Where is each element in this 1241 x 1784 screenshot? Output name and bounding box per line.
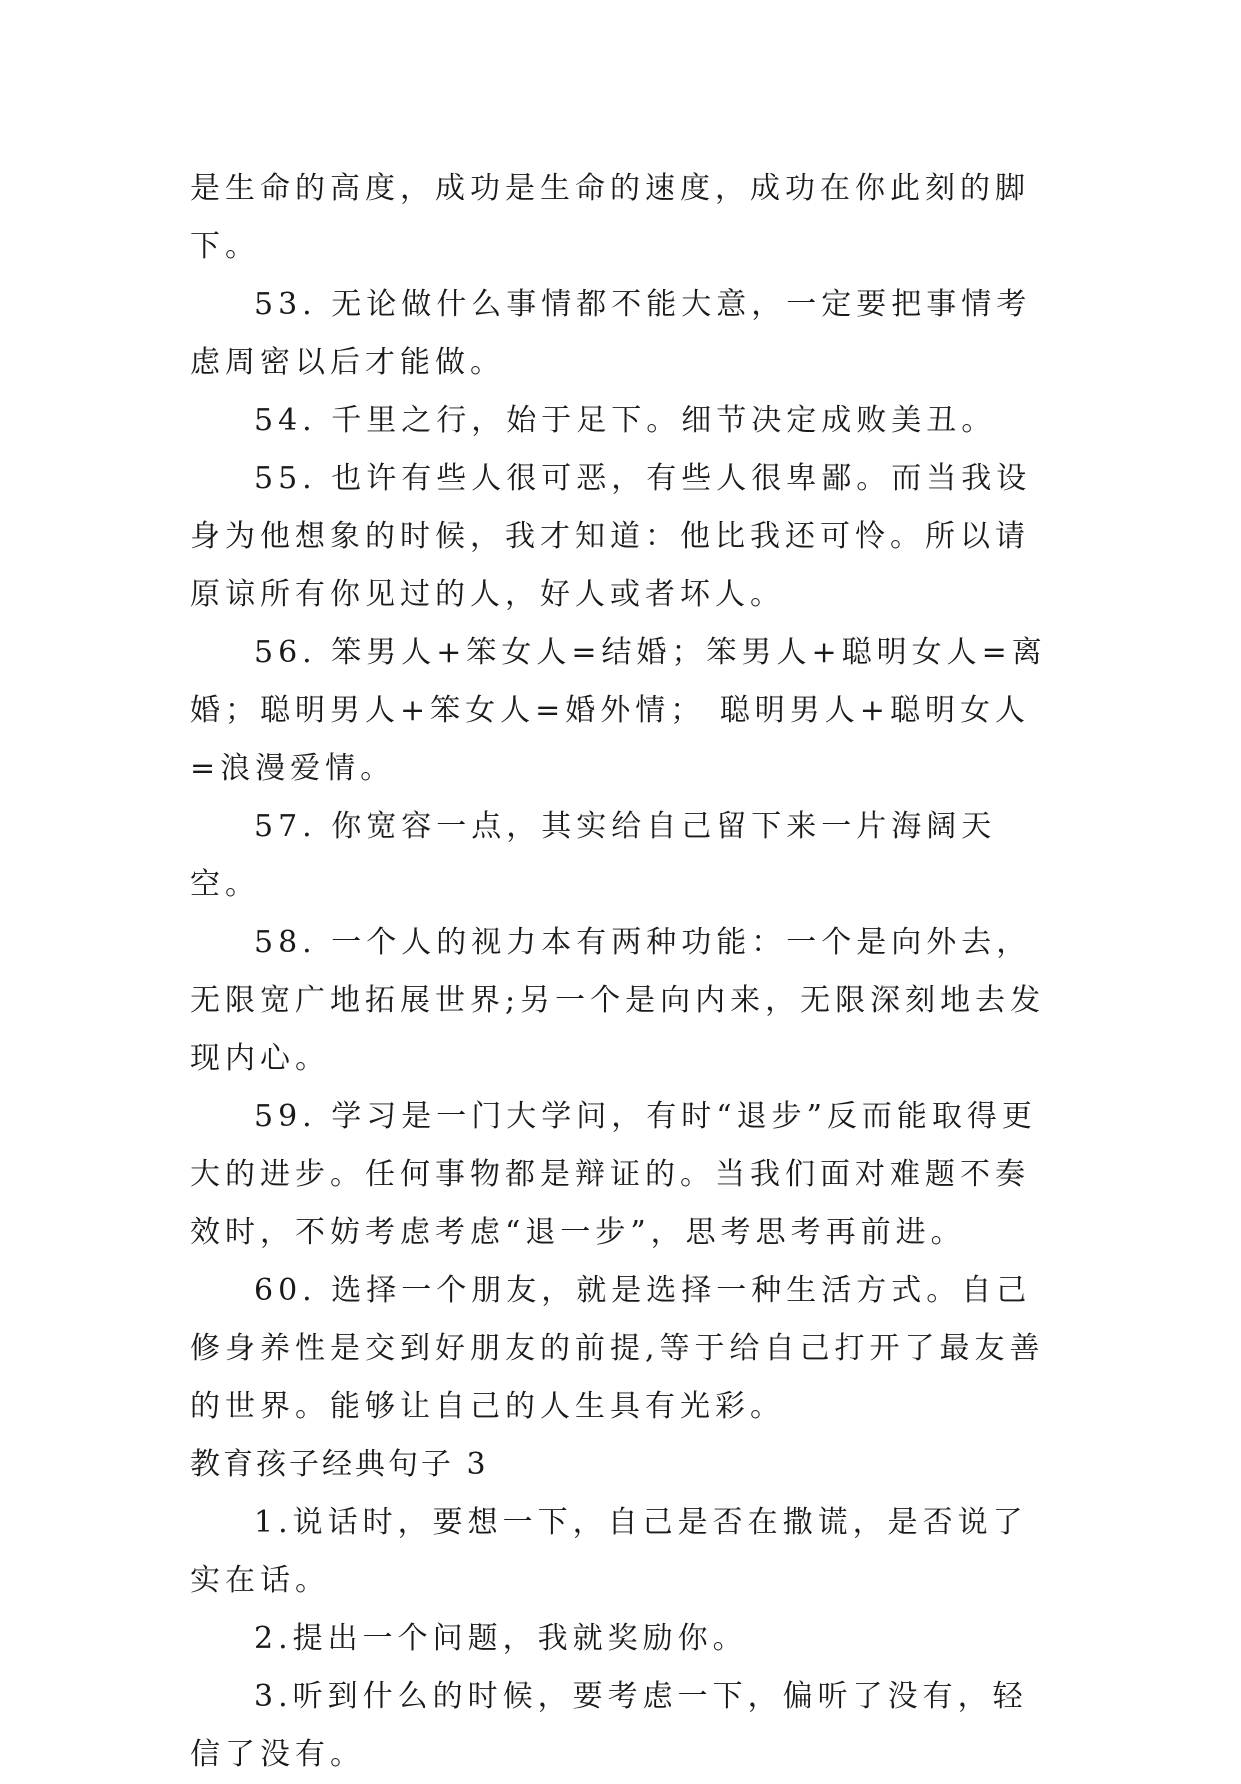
list-item-57: 57. 你宽容一点，其实给自己留下来一片海阔天空。: [190, 809, 997, 902]
list-item-55: 55. 也许有些人很可恶，有些人很卑鄙。而当我设身为他想象的时候，我才知道：他比我还可怜。所以请原谅所有你见过的人，好人或者坏人。: [190, 461, 1032, 612]
list-item-3: 3.听到什么的时候，要考虑一下，偏听了没有，轻信了没有。: [190, 1679, 1028, 1772]
list-item-54: 54. 千里之行，始于足下。细节决定成败美丑。: [254, 403, 997, 438]
paragraph-continuation: 是生命的高度，成功是生命的速度，成功在你此刻的脚下。: [190, 171, 1030, 264]
list-item-1: 1.说话时，要想一下，自己是否在撒谎，是否说了实在话。: [190, 1505, 1028, 1598]
list-item-60: 60. 选择一个朋友，就是选择一种生活方式。自己修身养性是交到好朋友的前提,等于给自己打开了最友善的世界。能够让自己的人生具有光彩。: [190, 1273, 1045, 1424]
list-item-56: 56. 笨男人+笨女人=结婚；笨男人+聪明女人=离婚；聪明男人+笨女人=婚外情； 聪明男人+聪明女人=浪漫爱情。: [190, 635, 1047, 786]
list-item-58: 58. 一个人的视力本有两种功能：一个是向外去，无限宽广地拓展世界;另一个是向内来，无限深刻地去发现内心。: [190, 925, 1046, 1076]
list-item-53: 53. 无论做什么事情都不能大意，一定要把事情考虑周密以后才能做。: [190, 287, 1032, 380]
list-item-59: 59. 学习是一门大学问，有时“退步”反而能取得更大的进步。任何事物都是辩证的。当我们面对难题不奏效时，不妨考虑考虑“退一步”，思考思考再前进。: [190, 1099, 1037, 1250]
section-heading: 教育孩子经典句子 3: [190, 1447, 489, 1482]
list-item-2: 2.提出一个问题，我就奖励你。: [254, 1621, 748, 1656]
document-body: [190, 160, 1060, 1784]
